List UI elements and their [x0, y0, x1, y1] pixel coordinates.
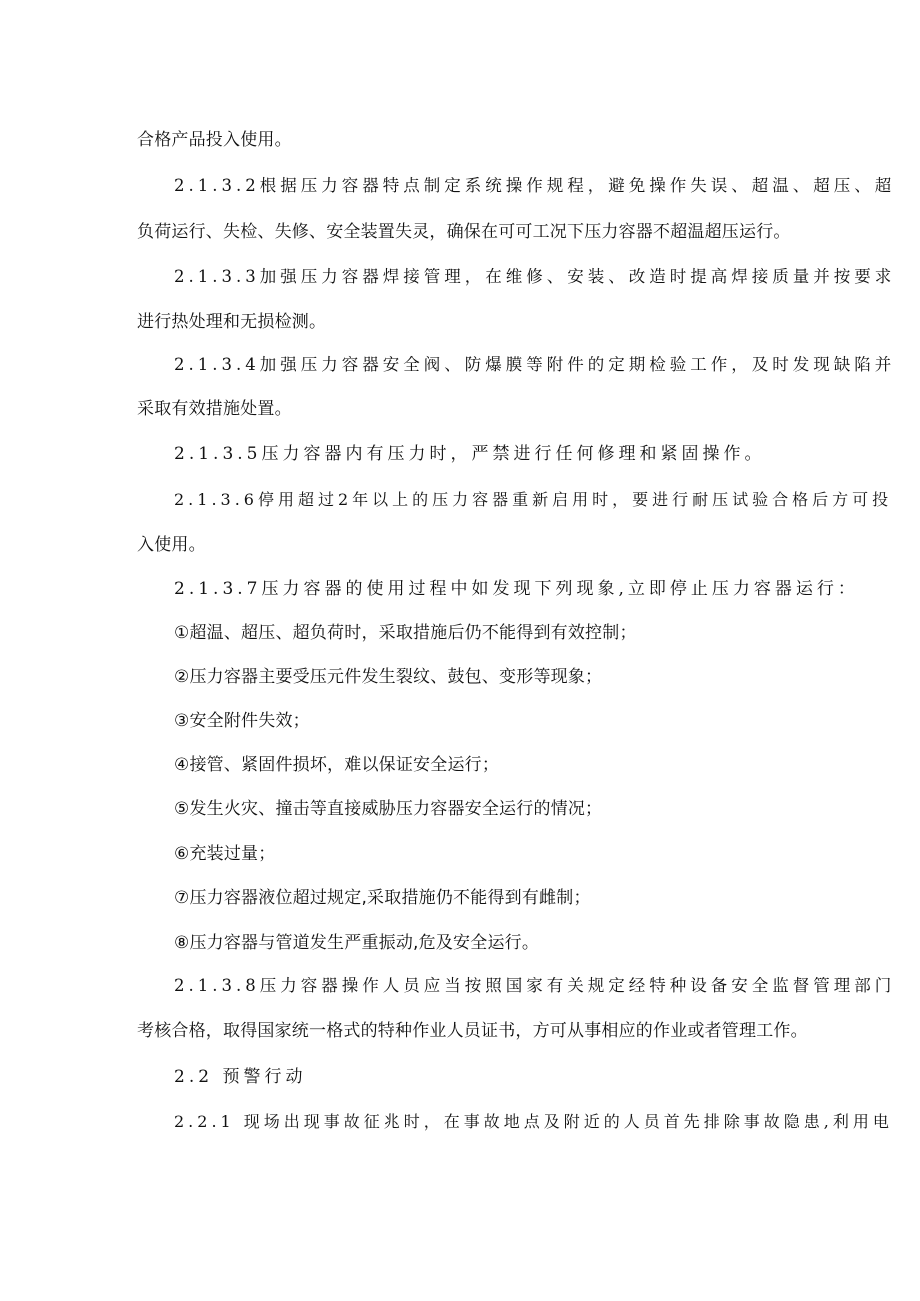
text-line-18: ⑦压力容器液位超过规定,采取措施仍不能得到有雌制；	[174, 888, 591, 908]
text-line-11: 2.1.3.7压力容器的使用过程中如发现下列现象,立即停止压力容器运行：	[174, 579, 859, 599]
text-line-20: 2.1.3.8压力容器操作人员应当按照国家有关规定经特种设备安全监督管理部门	[174, 976, 896, 995]
text-line-8: 2.1.3.5压力容器内有压力时，严禁进行任何修理和紧固操作。	[174, 444, 766, 464]
text-line-12: ①超温、超压、超负荷时，采取措施后仍不能得到有效控制；	[174, 623, 637, 643]
text-line-23: 2.2.1 现场出现事故征兆时，在事故地点及附近的人员首先排除事故隐患,利用电	[174, 1112, 893, 1131]
text-line-9: 2.1.3.6停用超过2年以上的压力容器重新启用时，要进行耐压试验合格后方可投	[174, 490, 893, 509]
text-line-17: ⑥充装过量；	[174, 844, 276, 864]
text-line-1: 合格产品投入使用。	[137, 130, 292, 150]
text-line-13: ②压力容器主要受压元件发生裂纹、鼓包、变形等现象；	[174, 667, 603, 687]
text-line-15: ④接管、紧固件损坏，难以保证安全运行；	[174, 755, 500, 775]
text-line-4: 2.1.3.3加强压力容器焊接管理，在维修、安装、改造时提高焊接质量并按要求	[174, 267, 896, 286]
text-line-5: 进行热处理和无损检测。	[137, 312, 327, 332]
text-line-10: 入使用。	[137, 535, 206, 555]
text-line-3: 负荷运行、失检、失修、安全装置失灵，确保在可可工况下压力容器不超温超压运行。	[137, 222, 791, 242]
section-heading-2-2: 2.2 预警行动	[174, 1067, 307, 1087]
text-line-16: ⑤发生火灾、撞击等直接威胁压力容器安全运行的情况；	[174, 799, 603, 819]
text-line-19: ⑧压力容器与管道发生严重振动,危及安全运行。	[174, 933, 540, 953]
text-line-21: 考核合格，取得国家统一格式的特种作业人员证书，方可从事相应的作业或者管理工作。	[137, 1021, 808, 1041]
text-line-14: ③安全附件失效；	[174, 711, 310, 731]
text-line-6: 2.1.3.4加强压力容器安全阀、防爆膜等附件的定期检验工作，及时发现缺陷并	[174, 355, 896, 374]
text-line-2: 2.1.3.2根据压力容器特点制定系统操作规程，避免操作失误、超温、超压、超	[174, 176, 896, 195]
text-line-7: 采取有效措施处置。	[137, 399, 292, 419]
